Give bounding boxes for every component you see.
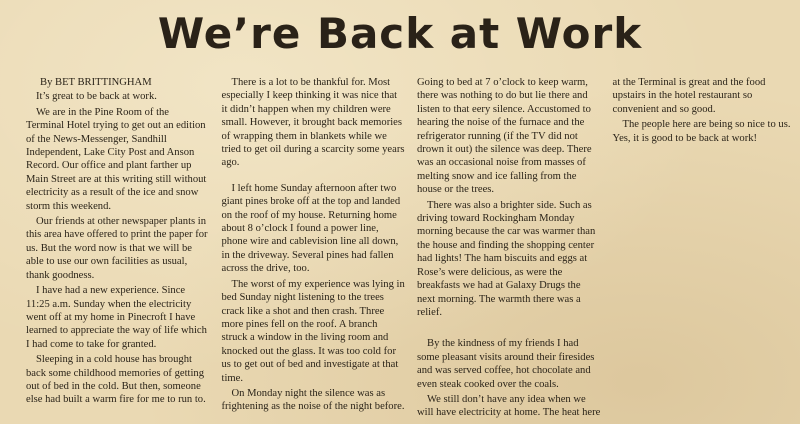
paragraph: The worst of my experience was lying in bed Sunday night listening to the trees crack like a shot and then crash. Three more pines fell on the roof. A branch struck a window in the living room and knocked out the glass. It was too cold for us to get out of bed and investigate at that time.	[221, 278, 405, 384]
paragraph: I left home Sunday afternoon after two giant pines broke off at the top and landed on the roof of my house. Returning home about 8 o’clock I found a power line, phone wire and cablevision line all down, in the driveway. Several pines had fallen across the drive, too.	[221, 182, 401, 275]
paragraph: By the kindness of my friends I had some pleasant visits around their firesides and was served coffee, hot chocolate and even steak cooked over the coals.	[417, 338, 595, 390]
paragraph: There was also a brighter side. Such as driving toward Rockingham Monday morning because the car was warmer than the house and finding the shopping center had lights! The ham biscuits and eggs at Rose’s were delicious, as were the breakfasts we had at Galaxy Drugs the next morning. The warmth there was a relief.	[417, 199, 596, 318]
paragraph: Sleeping in a cold house has brought back some childhood memories of getting out of bed in the cold. But then, someone else had built a warm fire for me to run to.	[26, 354, 206, 406]
paragraph: The people here are being so nice to us. Yes, it is good to be back at work!	[612, 119, 791, 144]
paragraph: I have had a new experience. Since 11:25 a.m. Sunday when the electricity went off at my home in Pinecroft I have learned to appreciate the way of life which I had come to take for granted.	[26, 285, 207, 350]
headline: We’re Back at Work	[157, 9, 643, 58]
paragraph: There is a lot to be thankful for. Most especially I keep thinking it was nice that it didn’t happen when my children were small. However, it brought back memories of wrapping them in blankets while we tried to get oil during a scarcity some years ago.	[221, 77, 405, 169]
paragraph: On Monday night the silence was as frightening as the noise of the night before. Going to bed at 7 o’clock to keep warm, there was nothing to do but lie there and listen to that eery silence. Accustomed to hearing the noise of the furnace and the refrigerator running (if the TV did not drown it out) the silence was deep. There was an occasional noise from masses of melting snow and ice falling from the house or the trees.	[221, 77, 592, 413]
article-body	[26, 76, 796, 422]
paragraph: It’s great to be back at work.	[36, 91, 157, 103]
paragraph: We are in the Pine Room of the Terminal Hotel trying to get out an edition of the News-Messenger, Sandhill Independent, Lake City Post and Anson Record. Our office and plant farther up Main Street are at this writing still without electricity as a result of the ice and snow storm this weekend.	[26, 106, 207, 212]
byline: By BET BRITTINGHAM	[40, 77, 152, 88]
paragraph: Our friends at other newspaper plants in this area have offered to print the paper for us. But the word now is that we will be able to use our own facilities as usual, thank goodness.	[26, 216, 208, 281]
paragraph: We still don’t have any idea when we will have electricity at home. The heat here at the Terminal is great and the food upstairs in the hotel restaurant so convenient and so good.	[417, 77, 766, 419]
